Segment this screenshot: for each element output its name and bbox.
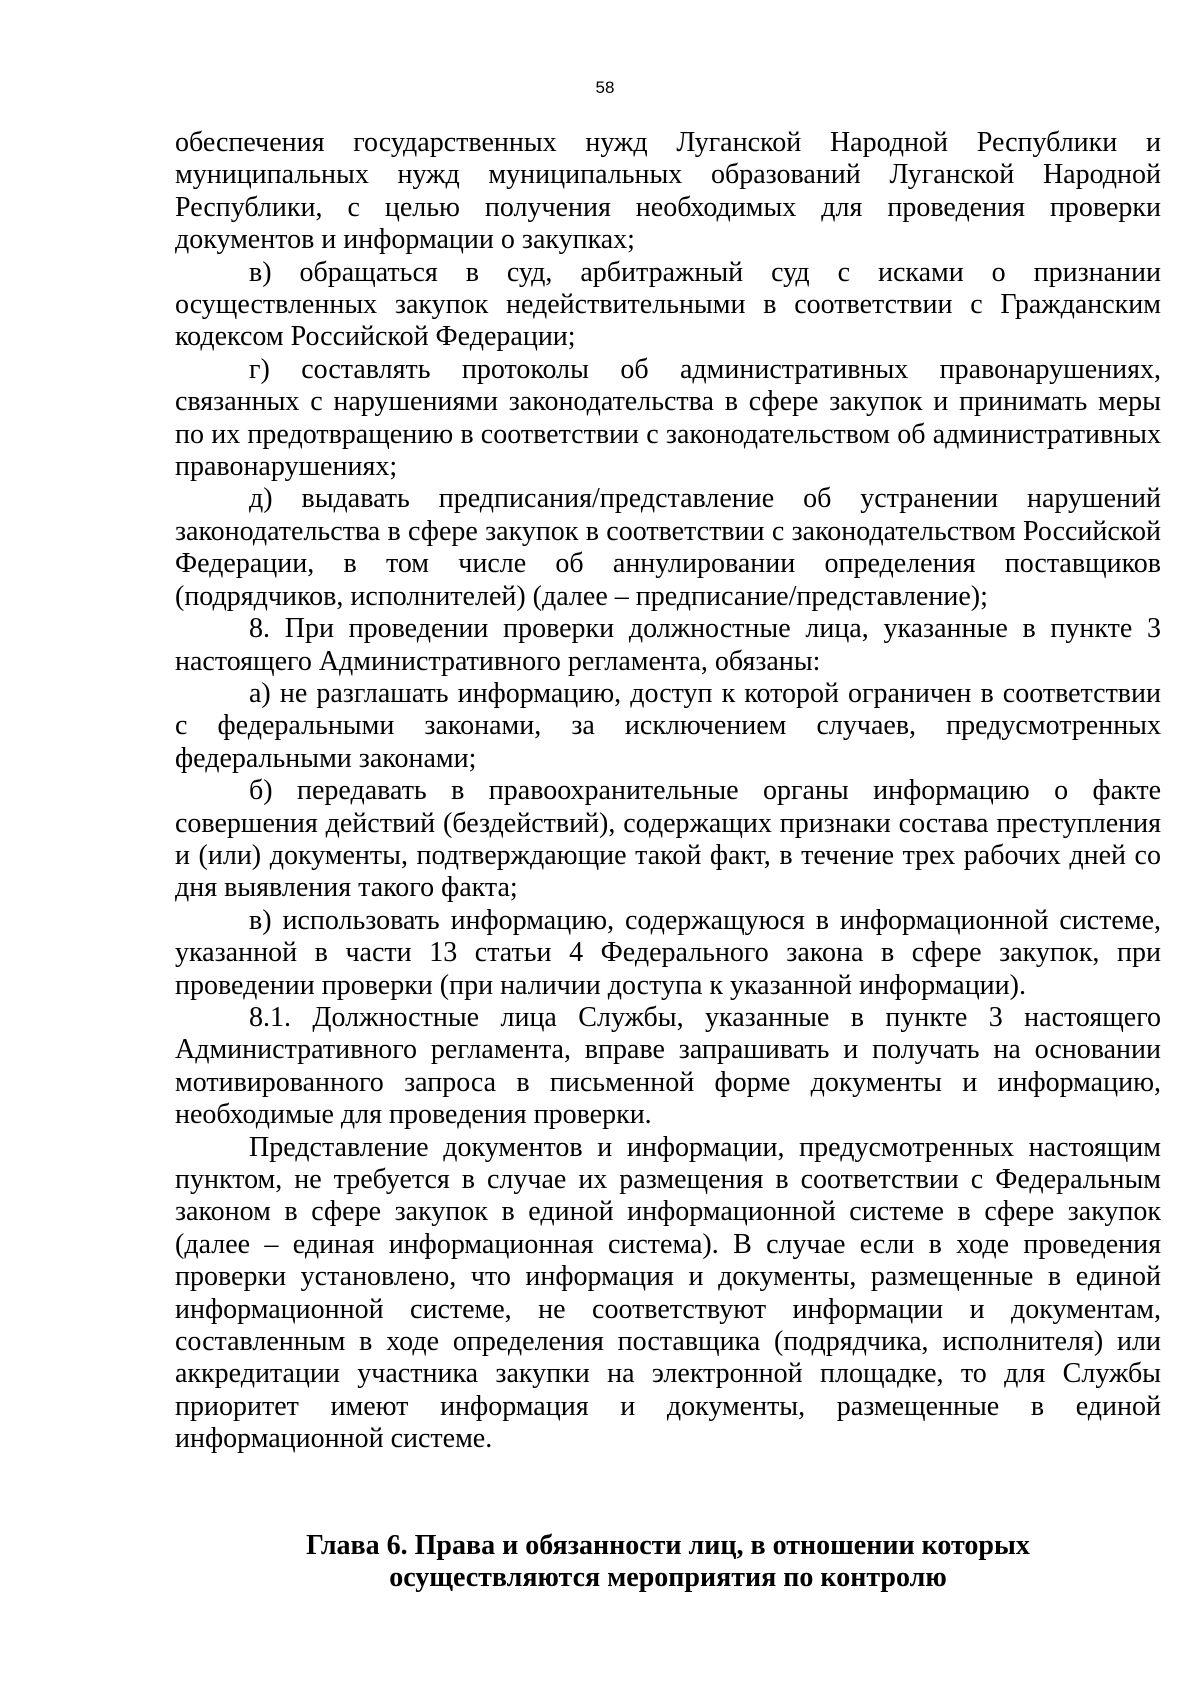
paragraph-clause-8-1: 8.1. Должностные лица Службы, указанные в пункте 3 настоящего Административного регламента, вправе запрашивать и получать на основании мотивированного запроса в письменной форме документы и информацию, необходимые для проведения проверки. xyxy=(175,1001,1161,1131)
paragraph-item-v-court: в) обращаться в суд, арбитражный суд с исками о признании осуществленных закупок недействительными в соответствии с Гражданским кодексом Российской Федерации; xyxy=(175,256,1161,353)
paragraph-document-submission: Представление документов и информации, предусмотренных настоящим пунктом, не требуется в случае их размещения в соответствии с Федеральным законом в сфере закупок в единой информационной системе в сфере закупок (далее – единая информационная система). В случае если в ходе проведения проверки установлено, что информация и документы, размещенные в единой информационной системе, не соответствуют информации и документам, составленным в ходе определения поставщика (подрядчика, исполнителя) или аккредитации участника закупки на электронной площадке, то для Службы приоритет имеют информация и документы, размещенные в единой информационной системе. xyxy=(175,1131,1161,1455)
chapter-heading xyxy=(175,1530,1161,1595)
paragraph-item-g-protocols: г) составлять протоколы об административных правонарушениях, связанных с нарушениями законодательства в сфере закупок и принимать меры по их предотвращению в соответствии с законодательством об административных правонарушениях; xyxy=(175,353,1161,483)
paragraph-continuation: обеспечения государственных нужд Луганской Народной Республики и муниципальных нужд муниципальных образований Луганской Народной Республики, с целью получения необходимых для проведения проверки документов и информации о закупках; xyxy=(175,127,1161,256)
body-text xyxy=(175,127,1161,1456)
paragraph-item-a-nondisclosure: а) не разглашать информацию, доступ к которой ограничен в соответствии с федеральными законами, за исключением случаев, предусмотренных федеральными законами; xyxy=(175,677,1161,774)
paragraph-item-d-orders: д) выдавать предписания/представление об устранении нарушений законодательства в сфере закупок в соответствии с законодательством Российской Федерации, в том числе об аннулировании определения поставщиков (подрядчиков, исполнителей) (далее – предписание/представление); xyxy=(175,483,1161,612)
paragraph-clause-8: 8. При проведении проверки должностные лица, указанные в пункте 3 настоящего Административного регламента, обязаны: xyxy=(175,613,1161,677)
paragraph-item-b-law-enforcement: б) передавать в правоохранительные органы информацию о факте совершения действий (бездействий), содержащих признаки состава преступления и (или) документы, подтверждающие такой факт, в течение трех рабочих дней со дня выявления такого факта; xyxy=(175,775,1161,904)
chapter-heading-line-1: Глава 6. Права и обязанности лиц, в отношении которых xyxy=(306,1530,1030,1561)
page-number: 58 xyxy=(595,78,615,97)
paragraph-item-v-information-system: в) использовать информацию, содержащуюся в информационной системе, указанной в части 13 статьи 4 Федерального закона в сфере закупок, при проведении проверки (при наличии доступа к указанной информации). xyxy=(175,904,1161,1001)
chapter-heading-line-2: осуществляются мероприятия по контролю xyxy=(389,1562,947,1594)
